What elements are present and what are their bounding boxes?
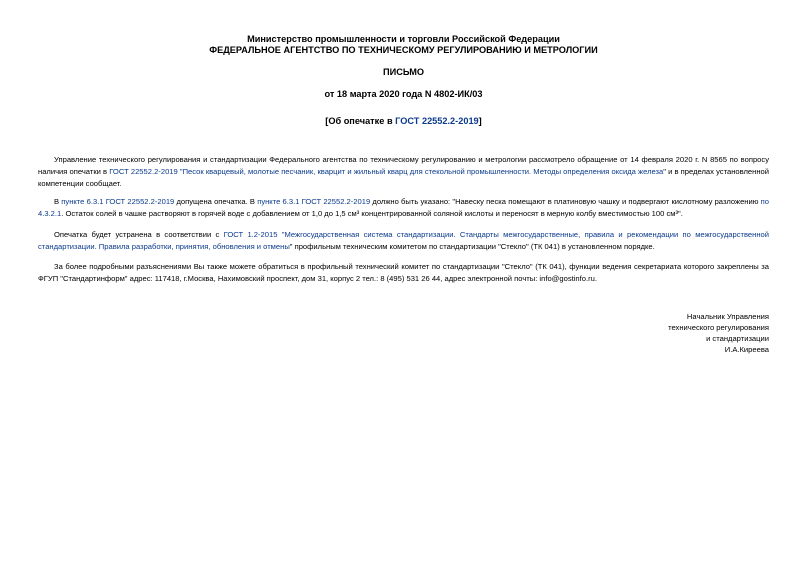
agency-title: ФЕДЕРАЛЬНОЕ АГЕНТСТВО ПО ТЕХНИЧЕСКОМУ РЕГУЛИРОВАНИЮ И МЕТРОЛОГИИ — [209, 45, 598, 55]
subject-gost-link[interactable]: ГОСТ 22552.2-2019 — [395, 116, 479, 126]
p2-text-2: допущена опечатка. В — [174, 197, 258, 206]
paragraph-4 — [38, 261, 769, 285]
p4-text-1: За более подробными разъяснениями Вы также можете обратиться в профильный технический комитет по стандартизации "Стекло" (ТК 041), функции ведения секретариата которого закреплены за ФГУП "Стандартинформ" адрес: 117418, г.Москва, Нахимовский проспект, дом 31, корпус 2 тел.: 8 (495) 531 26 44, адрес электронной почты: info@gostinfo.ru. — [38, 262, 769, 283]
signature-position-line-3: и стандартизации — [706, 334, 769, 343]
paragraph-2 — [38, 196, 769, 220]
p1-gost-link[interactable]: ГОСТ 22552.2-2019 "Песок кварцевый, молотые песчаник, кварцит и жильный кварц для стекольной промышленности. Методы определения оксида железа — [109, 167, 664, 176]
signature-position-line-2: технического регулирования — [668, 323, 769, 332]
p3-text-2: " профильным техническим комитетом по стандартизации "Стекло" (ТК 041) в установленном порядке. — [289, 242, 655, 251]
ministry-title: Министерство промышленности и торговли Российской Федерации — [247, 34, 560, 44]
signature-position-line-1: Начальник Управления — [686, 312, 769, 321]
p2-text-3: должно быть указано: "Навеску песка помещают в платиновую чашку и подвергают кислотному разложению — [370, 197, 761, 206]
p3-gost-link[interactable]: ГОСТ 1.2-2015 "Межгосударственная система стандартизации. Стандарты межгосударственные, правила и рекомендации по межгосударственной стандартизации. Правила разработки, принятия, обновления и отмены — [38, 230, 769, 251]
p3-text-1: Опечатка будет устранена в соответствии с — [54, 230, 224, 239]
subject-prefix: [Об опечатке в — [325, 116, 396, 126]
p2-clause-link-2[interactable]: пункте 6.3.1 ГОСТ 22552.2-2019 — [257, 197, 371, 206]
paragraph-3 — [38, 229, 769, 253]
subject-suffix: ] — [478, 116, 482, 126]
p2-text-4: . Остаток солей в чашке растворяют в горячей воде с добавлением от 1,0 до 1,5 см³ концентрированной соляной кислоты и переносят в мерную колбу вместимостью 100 см³". — [61, 209, 683, 218]
signature-name: И.А.Киреева — [724, 345, 769, 354]
p2-clause-link-3[interactable]: по 4.3.2.1 — [38, 197, 769, 218]
document-type: ПИСЬМО — [382, 67, 425, 77]
p1-text-2: " и в пределах установленной компетенции сообщает. — [38, 167, 769, 188]
document-subject — [0, 116, 807, 127]
p2-clause-link-1[interactable]: пункте 6.3.1 ГОСТ 22552.2-2019 — [61, 197, 175, 206]
p2-text-1: В — [54, 197, 62, 206]
document-date-number: от 18 марта 2020 года N 4802-ИК/03 — [324, 89, 483, 99]
paragraph-1 — [38, 154, 769, 190]
p1-text-1: Управление технического регулирования и стандартизации Федерального агентства по техническому регулированию и метрологии рассмотрело обращение от 14 февраля 2020 г. N 8565 по вопросу наличия опечатки в — [38, 155, 769, 176]
